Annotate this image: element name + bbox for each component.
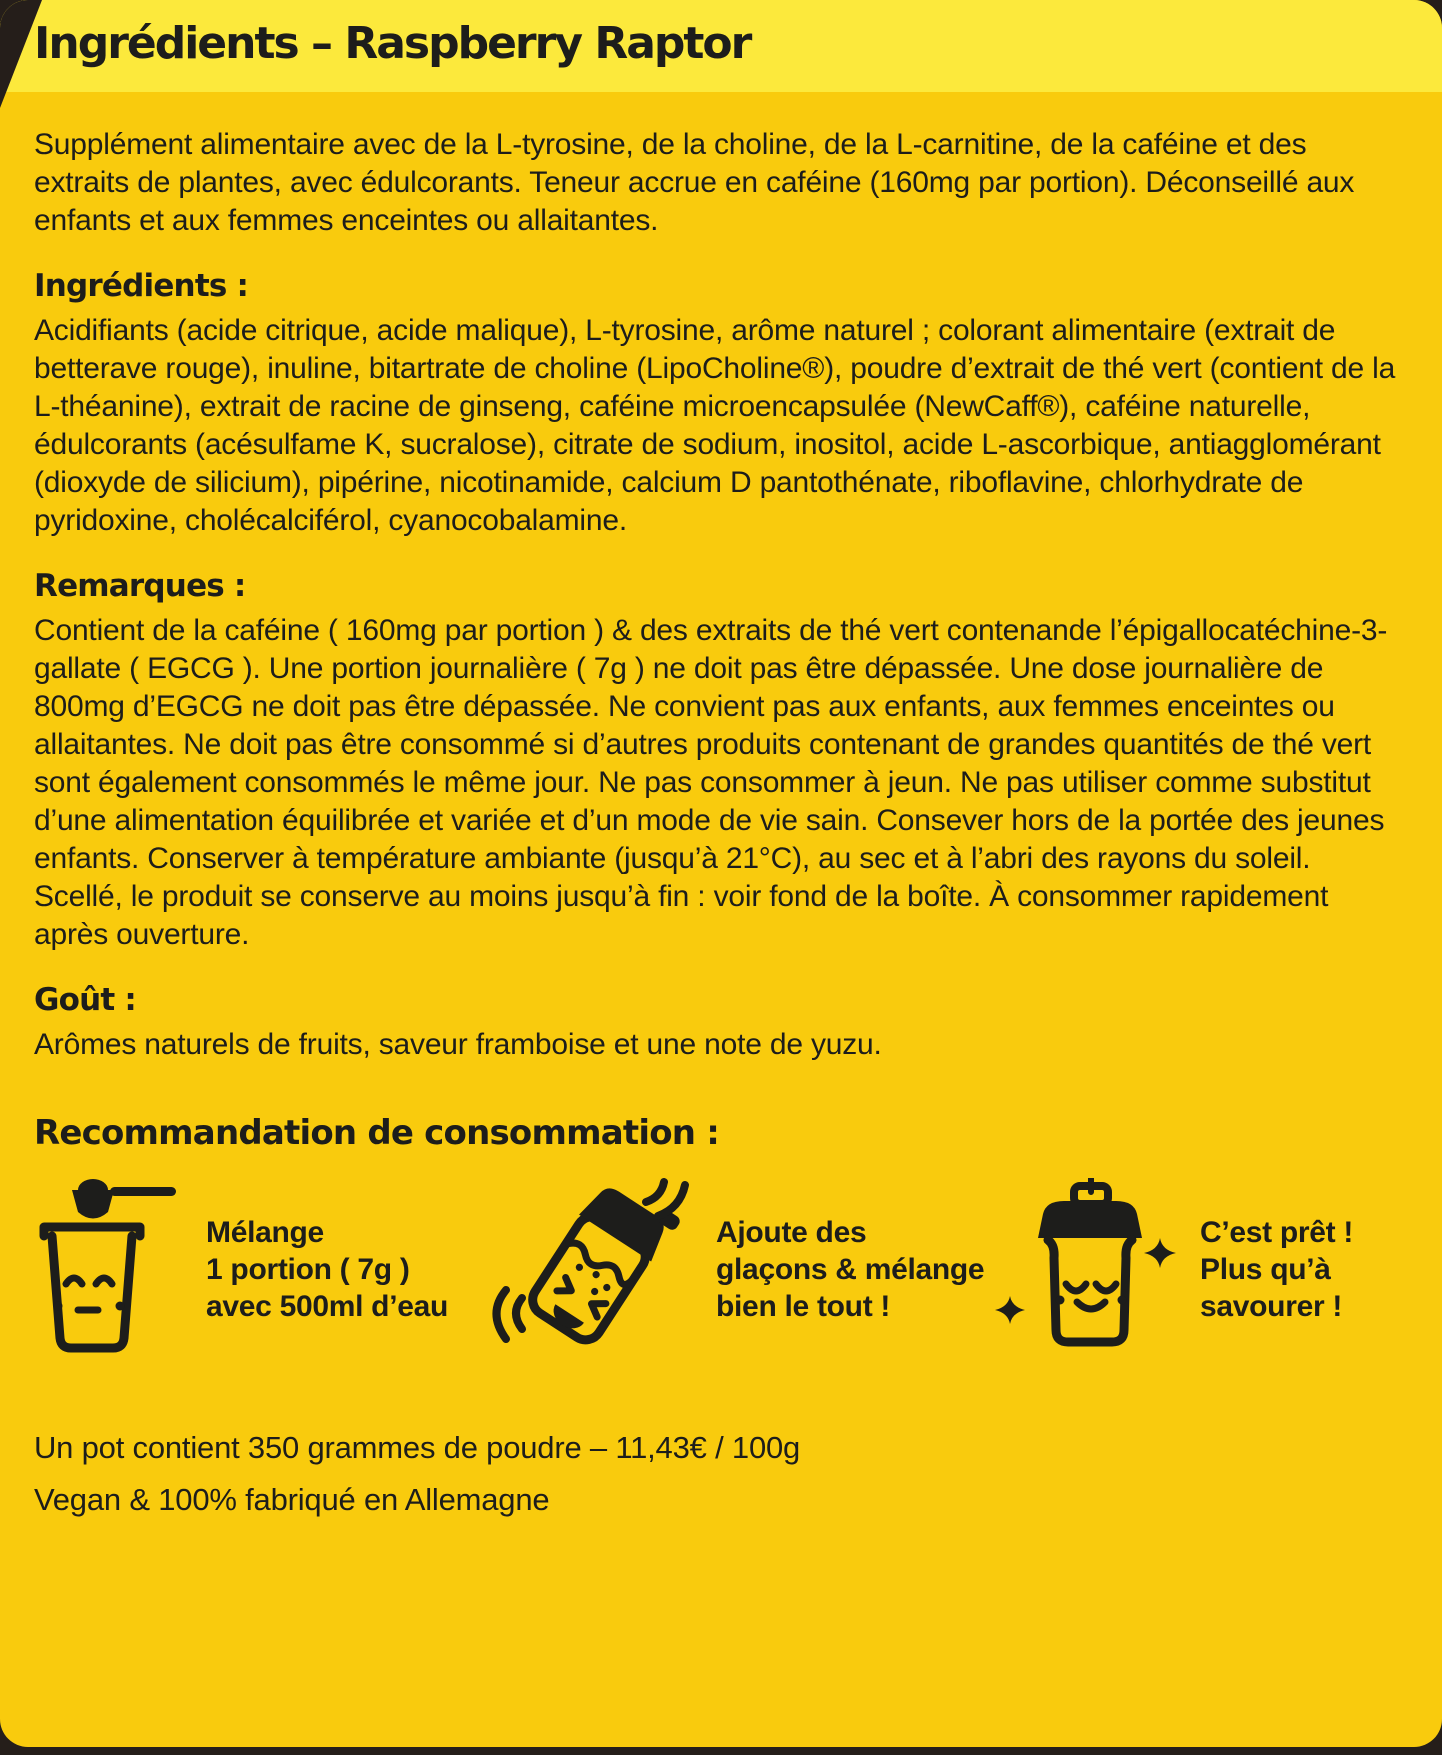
footer [34, 1422, 1408, 1526]
usage-steps [34, 1178, 1408, 1360]
header-band [0, 0, 1442, 92]
usage-step-3-caption: C’est prêt ! Plus qu’à savourer ! [1200, 1215, 1354, 1323]
intro-paragraph: Supplément alimentaire avec de la L-tyrosine, de la choline, de la L-carnitine, de la caféine et des extraits de plantes, avec édulcorants. Teneur accrue en caféine (160mg par portion). Déconseillé aux enfants et aux femmes enceintes ou allaitantes. [34, 128, 1355, 237]
shaker-shake-icon [486, 1178, 694, 1360]
label-content [0, 92, 1442, 1526]
page-title: Ingrédients – Raspberry Raptor [34, 18, 751, 69]
taste-heading: Goût : [34, 982, 137, 1018]
usage-step-1-caption: Mélange 1 portion ( 7g ) avec 500ml d’eau [206, 1215, 449, 1323]
usage-step-3 [994, 1178, 1408, 1360]
usage-heading: Recommandation de consommation : [34, 1113, 719, 1153]
ingredients-list: Acidifiants (acide citrique, acide malique), L-tyrosine, arôme naturel ; colorant alimentaire (extrait de betterave rouge), inuline, bitartrate de choline (LipoCholine®), poudre d’extrait de thé vert (contient de la L-théanine), extrait de racine de ginseng, caféine microencapsulée (NewCaff®), caféine naturelle, édulcorants (acésulfame K, sucralose), citrate de sodium, inositol, acide L-ascorbique, antiagglomérant (dioxyde de silicium), pipérine, nicotinamide, calcium D pantothénate, riboflavine, chlorhydrate de pyridoxine, cholécalciférol, cyanocobalamine. [34, 314, 1396, 537]
remarks-paragraph-1: Contient de la caféine ( 160mg par portion ) & des extraits de thé vert contenande l’épigallocatéchine-3-gallate ( EGCG ). Une portion journalière ( 7g ) ne doit pas être dépassée. Une dose journalière de 800mg d’EGCG ne doit pas être dépassée. Ne convient pas aux enfants, aux femmes enceintes ou allaitantes. Ne doit pas être consommé si d’autres produits contenant de grandes quantités de thé vert sont également consommés le même jour. Ne pas consommer à jeun. Ne pas utiliser comme substitut d’une alimentation équilibrée et variée et d’un mode de vie sain. Consever hors de la portée des jeunes enfants. Conserver à température ambiante (jusqu’à 21°C), au sec et à l’abri des rayons du soleil. [34, 614, 1388, 875]
usage-step-1 [34, 1178, 486, 1360]
usage-step-2 [486, 1178, 994, 1360]
ingredients-heading: Ingrédients : [34, 268, 249, 304]
footer-line-2: Vegan & 100% fabriqué en Allemagne [34, 1482, 550, 1517]
remarks-heading: Remarques : [34, 568, 246, 604]
taste-paragraph: Arômes naturels de fruits, saveur framboise et une note de yuzu. [34, 1028, 882, 1061]
usage-step-2-caption: Ajoute des glaçons & mélange bien le tout ! [716, 1215, 985, 1323]
scoop-cup-icon [34, 1178, 184, 1360]
remarks-paragraph-2: Scellé, le produit se conserve au moins jusqu’à fin : voir fond de la boîte. À consommer rapidement après ouverture. [34, 880, 1329, 951]
shaker-ready-icon [994, 1178, 1178, 1360]
footer-line-1: Un pot contient 350 grammes de poudre – 11,43€ / 100g [34, 1430, 801, 1465]
